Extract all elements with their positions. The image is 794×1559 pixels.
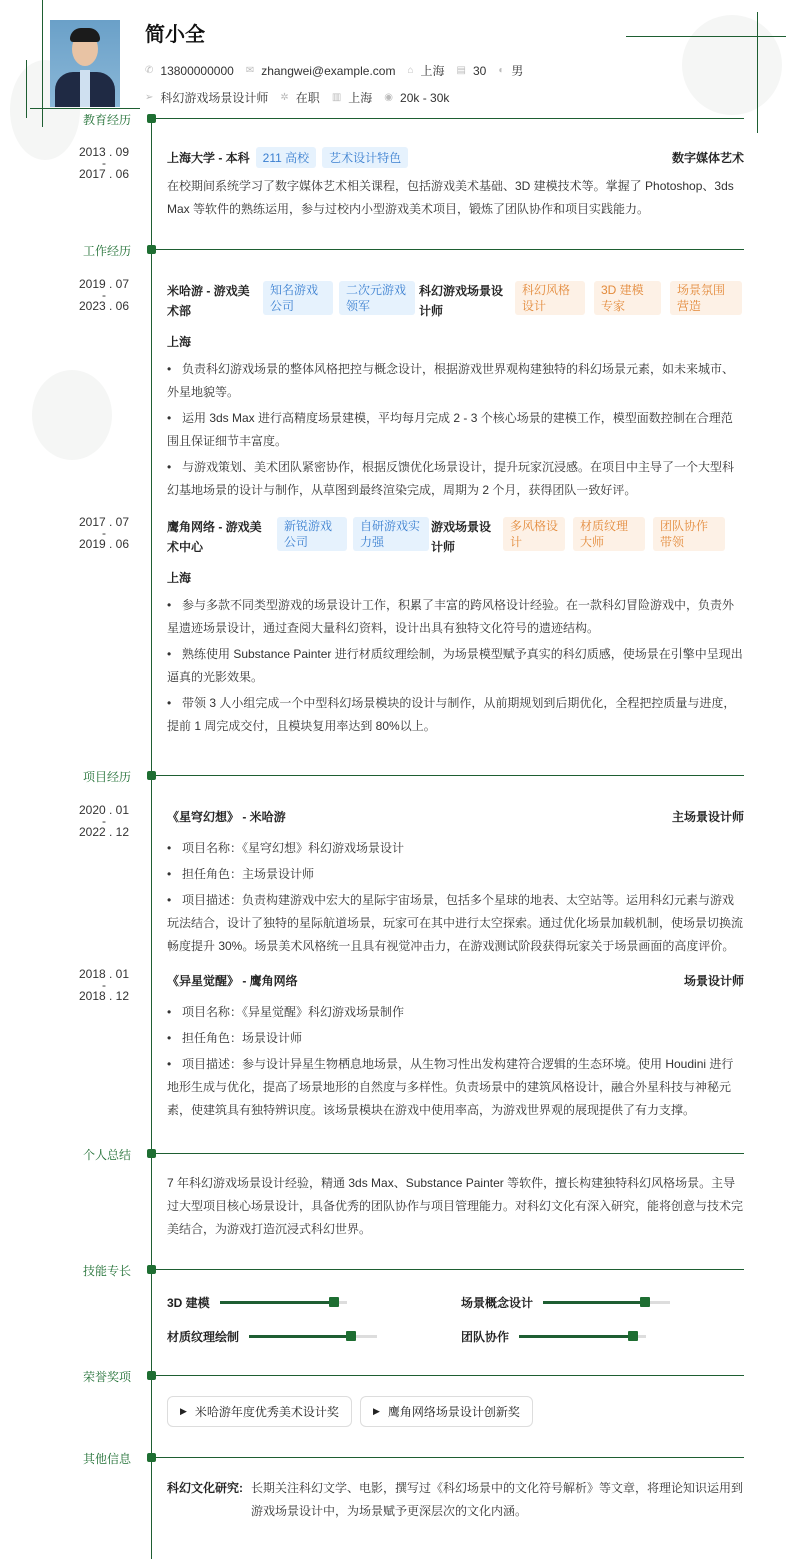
timeline-dot bbox=[147, 1453, 156, 1462]
bullet-text: 项目名称：《异星觉醒》科幻游戏场景制作 bbox=[182, 1005, 405, 1019]
section-title: 其他信息 bbox=[82, 1452, 131, 1466]
education-entry bbox=[167, 147, 744, 221]
work-entry bbox=[167, 281, 744, 505]
award-list bbox=[167, 1396, 744, 1427]
award-name: 米哈游年度优秀美术设计奖 bbox=[194, 1405, 339, 1419]
date-start: 2019 . 07 bbox=[78, 277, 130, 291]
skill-fill bbox=[220, 1301, 334, 1304]
bullet-text: 运用 3ds Max 进行高精度场景建模，平均每月完成 2 - 3 个核心场景的建模工作，模型面数控制在合理范围且保证细节丰富度。 bbox=[167, 411, 733, 448]
bullet-text: 担任角色：主场景设计师 bbox=[182, 867, 315, 881]
date-start: 2020 . 01 bbox=[78, 803, 130, 817]
timeline-line bbox=[151, 118, 152, 1559]
bullet-text: 与游戏策划、美术团队紧密协作，根据反馈优化场景设计，提升玩家沉浸感。在项目中主导了一个大型科幻基地场景的设计与制作，从草图到最终渲染完成，周期为 2 个月，获得团队一致好评。 bbox=[167, 460, 735, 497]
tag: 科幻风格设计 bbox=[515, 281, 585, 315]
date-end: 2019 . 06 bbox=[78, 537, 130, 551]
bullet: • 项目名称：《星穹幻想》科幻游戏场景设计 bbox=[167, 841, 405, 855]
timeline-dot bbox=[147, 1149, 156, 1158]
timeline-dot bbox=[147, 771, 156, 780]
award-item bbox=[360, 1396, 533, 1427]
status-icon: ✲ bbox=[280, 92, 289, 103]
section-work bbox=[0, 244, 794, 261]
bullet: • 熟练使用 Substance Painter 进行材质纹理绘制，为场景模型赋予真实的科幻质感，使场景在引擎中呈现出逼真的光影效果。 bbox=[167, 647, 743, 684]
bullet-text: 熟练使用 Substance Painter 进行材质纹理绘制，为场景模型赋予真实的科幻质感，使场景在引擎中呈现出逼真的光影效果。 bbox=[167, 647, 743, 684]
divider bbox=[156, 118, 744, 119]
date-end: 2018 . 12 bbox=[78, 989, 130, 1003]
section-title: 教育经历 bbox=[82, 113, 131, 127]
bullet-text: 项目描述：参与设计异星生物栖息地场景，从生物习性出发构建符合逻辑的生态环境。使用 Houdini 进行地形生成与优化，提高了场景地形的自然度与多样性。负责场景中的建筑风格设计，融合外星科技与神秘元素，使建筑具有独特辨识度。该场景模块在游戏中使用率高，为游戏世界观的展现提供了有力支撑。 bbox=[167, 1057, 734, 1117]
section-awards bbox=[0, 1370, 794, 1387]
date-end: 2022 . 12 bbox=[78, 825, 130, 839]
phone-icon: ✆ bbox=[145, 65, 154, 76]
deco-circle bbox=[32, 370, 112, 460]
deco-line bbox=[26, 60, 27, 118]
skill-bar bbox=[519, 1335, 646, 1338]
date-range bbox=[66, 146, 142, 179]
date-end: 2017 . 06 bbox=[78, 167, 130, 181]
contact-row bbox=[145, 62, 535, 79]
skill-item bbox=[167, 1294, 347, 1311]
mail-icon: ✉ bbox=[245, 65, 255, 76]
intent-row bbox=[145, 89, 461, 106]
skill-name: 场景概念设计 bbox=[461, 1296, 534, 1310]
section-other bbox=[0, 1452, 794, 1469]
date-sep: - bbox=[102, 156, 106, 170]
date-range bbox=[66, 516, 142, 549]
skill-fill bbox=[519, 1335, 633, 1338]
timeline-dot bbox=[147, 245, 156, 254]
divider bbox=[156, 1457, 744, 1458]
skill-name: 3D 建模 bbox=[167, 1296, 210, 1310]
tag: 材质纹理大师 bbox=[573, 517, 645, 551]
skill-name: 团队协作 bbox=[461, 1330, 510, 1344]
triangle-icon: ▶ bbox=[180, 1406, 187, 1416]
skill-item bbox=[461, 1294, 670, 1311]
work-city: 上海 bbox=[167, 335, 192, 349]
section-skills bbox=[0, 1264, 794, 1281]
skill-thumb bbox=[640, 1297, 650, 1307]
section-title: 个人总结 bbox=[82, 1148, 131, 1162]
bullet: • 负责科幻游戏场景的整体风格把控与概念设计，根据游戏世界观构建独特的科幻场景元素，如未来城市、外星地貌等。 bbox=[167, 362, 735, 399]
tag: 场景氛围营造 bbox=[670, 281, 742, 315]
send-icon: ➢ bbox=[145, 92, 154, 103]
skill-name: 材质纹理绘制 bbox=[167, 1330, 240, 1344]
divider bbox=[156, 1375, 744, 1376]
project-title: 《星穹幻想》 - 米哈游 bbox=[167, 810, 286, 824]
timeline-dot bbox=[147, 114, 156, 123]
bullet: • 担任角色：主场景设计师 bbox=[167, 867, 315, 881]
section-projects bbox=[0, 770, 794, 787]
job-status: 在职 bbox=[295, 91, 320, 105]
divider bbox=[156, 1153, 744, 1154]
date-start: 2013 . 09 bbox=[78, 145, 130, 159]
age: 30 bbox=[472, 63, 487, 78]
project-entry bbox=[167, 808, 744, 961]
bullet: • 项目描述：参与设计异星生物栖息地场景，从生物习性出发构建符合逻辑的生态环境。使用 Houdini 进行地形生成与优化，提高了场景地形的自然度与多样性。负责场景中的建筑风格设计，融合外星科技与神秘元素，使建筑具有独特辨识度。该场景模块在游戏中使用率高，为游戏世界观的展现提供了有力支撑。 bbox=[167, 1057, 734, 1117]
tag: 二次元游戏领军 bbox=[339, 281, 415, 315]
deco-line bbox=[757, 12, 758, 133]
timeline-dot bbox=[147, 1265, 156, 1274]
home-icon: ⌂ bbox=[407, 65, 414, 76]
salary: 20k - 30k bbox=[400, 90, 450, 105]
work-entry bbox=[167, 517, 744, 741]
company: 鹰角网络 - 游戏美术中心 bbox=[167, 520, 262, 554]
gender-icon: ◐ bbox=[498, 65, 505, 76]
avatar bbox=[50, 20, 120, 107]
bullet: • 带领 3 人小组完成一个中型科幻场景模块的设计与制作，从前期规划到后期优化，全程把控质量与进度，提前 1 周完成交付，且模块复用率达到 80%以上。 bbox=[167, 696, 736, 733]
skill-bar bbox=[249, 1335, 377, 1338]
bullet-text: 担任角色：场景设计师 bbox=[182, 1031, 303, 1045]
project-title: 《异星觉醒》 - 鹰角网络 bbox=[167, 974, 298, 988]
candidate-name: 简小全 bbox=[145, 24, 205, 46]
bullet-text: 项目描述：负责构建游戏中宏大的星际宇宙场景，包括多个星球的地表、太空站等。运用科幻元素与游戏玩法结合，设计了独特的星际航道场景，玩家可在其中进行太空探索。通过优化场景加载机制，使场景切换流畅度提升 30%。场景美术风格统一且具有视觉冲击力，在游戏测试阶段获得玩家关于场景画面的高度评价。 bbox=[167, 893, 744, 953]
section-title: 项目经历 bbox=[82, 770, 131, 784]
other-label: 科幻文化研究: bbox=[167, 1481, 243, 1495]
tag: 211 高校 bbox=[256, 147, 316, 168]
divider bbox=[156, 249, 744, 250]
other-info bbox=[167, 1477, 744, 1523]
section-title: 荣誉奖项 bbox=[82, 1370, 131, 1384]
age-icon: ▤ bbox=[456, 65, 466, 76]
date-start: 2017 . 07 bbox=[78, 515, 130, 529]
award-name: 鹰角网络场景设计创新奖 bbox=[387, 1405, 520, 1419]
building-icon: ▥ bbox=[331, 92, 342, 103]
gender: 男 bbox=[511, 64, 524, 78]
divider bbox=[156, 1269, 744, 1270]
date-start: 2018 . 01 bbox=[78, 967, 130, 981]
project-role: 场景设计师 bbox=[683, 974, 744, 988]
skill-thumb bbox=[329, 1297, 339, 1307]
skill-fill bbox=[543, 1301, 645, 1304]
bullet: • 担任角色：场景设计师 bbox=[167, 1031, 303, 1045]
date-sep: - bbox=[102, 978, 106, 992]
date-range bbox=[66, 804, 142, 837]
project-role: 主场景设计师 bbox=[671, 810, 744, 824]
other-text: 长期关注科幻文学、电影，撰写过《科幻场景中的文化符号解析》等文章，将理论知识运用到游戏场景设计中，为场景赋予更深层次的文化内涵。 bbox=[251, 1481, 744, 1518]
deco-line bbox=[626, 36, 786, 37]
skill-fill bbox=[249, 1335, 351, 1338]
tag: 多风格设计 bbox=[503, 517, 565, 551]
bullet-text: 参与多款不同类型游戏的场景设计工作，积累了丰富的跨风格设计经验。在一款科幻冒险游戏中，负责外星遗迹场景设计，通过查阅大量科幻资料，设计出具有独特文化符号的遗迹结构。 bbox=[167, 598, 735, 635]
date-sep: - bbox=[102, 814, 106, 828]
tag: 3D 建模专家 bbox=[594, 281, 661, 315]
salary-icon: ◉ bbox=[384, 92, 394, 103]
section-summary bbox=[0, 1148, 794, 1165]
timeline-dot bbox=[147, 1371, 156, 1380]
skill-thumb bbox=[346, 1331, 356, 1341]
date-sep: - bbox=[102, 526, 106, 540]
bullet: • 项目名称：《异星觉醒》科幻游戏场景制作 bbox=[167, 1005, 405, 1019]
skill-item bbox=[167, 1328, 377, 1345]
tag: 知名游戏公司 bbox=[263, 281, 333, 315]
education-desc: 在校期间系统学习了数字媒体艺术相关课程，包括游戏美术基础、3D 建模技术等。掌握了 Photoshop、3ds Max 等软件的熟练运用，参与过校内小型游戏美术项目，锻炼了团队协作和项目实践能力。 bbox=[167, 179, 734, 216]
date-sep: - bbox=[102, 288, 106, 302]
deco-circle bbox=[682, 15, 782, 115]
location: 上海 bbox=[420, 64, 445, 78]
tag: 团队协作带领 bbox=[653, 517, 725, 551]
section-title: 技能专长 bbox=[82, 1264, 131, 1278]
section-title: 工作经历 bbox=[82, 244, 131, 258]
project-entry bbox=[167, 972, 744, 1125]
bullet-text: 负责科幻游戏场景的整体风格把控与概念设计，根据游戏世界观构建独特的科幻场景元素，如未来城市、外星地貌等。 bbox=[167, 362, 735, 399]
tag: 新锐游戏公司 bbox=[277, 517, 347, 551]
bullet-text: 带领 3 人小组完成一个中型科幻场景模块的设计与制作，从前期规划到后期优化，全程把控质量与进度，提前 1 周完成交付，且模块复用率达到 80%以上。 bbox=[167, 696, 736, 733]
divider bbox=[156, 775, 744, 776]
bullet: • 与游戏策划、美术团队紧密协作，根据反馈优化场景设计，提升玩家沉浸感。在项目中主导了一个大型科幻基地场景的设计与制作，从草图到最终渲染完成，周期为 2 个月，获得团队一致好评。 bbox=[167, 460, 735, 497]
award-item bbox=[167, 1396, 352, 1427]
bullet: • 参与多款不同类型游戏的场景设计工作，积累了丰富的跨风格设计经验。在一款科幻冒险游戏中，负责外星遗迹场景设计，通过查阅大量科幻资料，设计出具有独特文化符号的遗迹结构。 bbox=[167, 598, 735, 635]
tag: 艺术设计特色 bbox=[322, 147, 408, 168]
skill-thumb bbox=[628, 1331, 638, 1341]
bullet-text: 项目名称：《星穹幻想》科幻游戏场景设计 bbox=[182, 841, 405, 855]
skill-bar bbox=[543, 1301, 670, 1304]
work-city: 上海 bbox=[167, 571, 192, 585]
deco-line bbox=[30, 108, 140, 109]
date-range bbox=[66, 968, 142, 1001]
position: 游戏场景设计师 bbox=[431, 520, 492, 554]
summary-text: 7 年科幻游戏场景设计经验，精通 3ds Max、Substance Painter 等软件，擅长构建独特科幻风格场景。主导过大型项目核心场景设计，具备优秀的团队协作与项目管理能力。对科幻文化有深入研究，能将创意与技术完美结合，为游戏打造沉浸式科幻世界。 bbox=[167, 1176, 744, 1236]
section-education bbox=[0, 113, 794, 130]
email: zhangwei@example.com bbox=[261, 63, 396, 78]
target-city: 上海 bbox=[348, 91, 373, 105]
position: 科幻游戏场景设计师 bbox=[419, 284, 504, 318]
tag: 自研游戏实力强 bbox=[353, 517, 429, 551]
company: 米哈游 - 游戏美术部 bbox=[167, 284, 250, 318]
bullet: • 项目描述：负责构建游戏中宏大的星际宇宙场景，包括多个星球的地表、太空站等。运用科幻元素与游戏玩法结合，设计了独特的星际航道场景，玩家可在其中进行太空探索。通过优化场景加载机制，使场景切换流畅度提升 30%。场景美术风格统一且具有视觉冲击力，在游戏测试阶段获得玩家关于场景画面的高度评价。 bbox=[167, 893, 744, 953]
skill-bar bbox=[220, 1301, 347, 1304]
major: 数字媒体艺术 bbox=[671, 151, 744, 165]
skill-item bbox=[461, 1328, 646, 1345]
date-end: 2023 . 06 bbox=[78, 299, 130, 313]
phone: 13800000000 bbox=[160, 63, 234, 78]
triangle-icon: ▶ bbox=[372, 1406, 380, 1416]
job-intent: 科幻游戏场景设计师 bbox=[160, 91, 269, 105]
bullet: • 运用 3ds Max 进行高精度场景建模，平均每月完成 2 - 3 个核心场景的建模工作，模型面数控制在合理范围且保证细节丰富度。 bbox=[167, 411, 733, 448]
date-range bbox=[66, 278, 142, 311]
school: 上海大学 - 本科 bbox=[167, 151, 250, 165]
